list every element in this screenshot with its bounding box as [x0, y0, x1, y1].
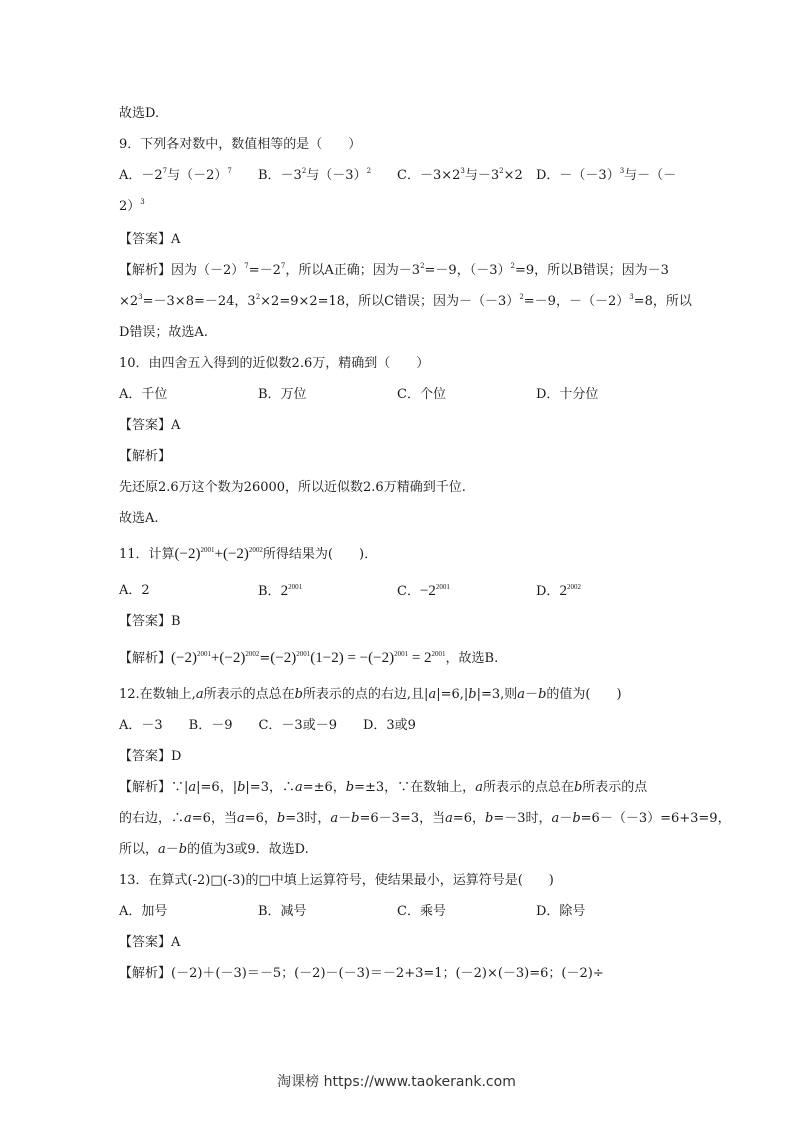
text-line: 故选A. [119, 511, 159, 526]
answer-11: 【答案】B [119, 614, 181, 629]
question-10: 10．由四舍五入得到的近似数2.6万，精确到（ ） [119, 356, 430, 371]
explain-12-line2: 的右边，∴a=6，当a=6，b=3时，a－b=6－3=3，当a=6，b=－3时，a－b=6－（－3）=6+3=9， [119, 811, 731, 826]
answer-9: 【答案】A [119, 232, 181, 247]
explain-12-line1: 【解析】∵|a|=6，|b|=3，∴a=±6，b=±3，∵在数轴上，a所表示的点总在b所表示的点 [119, 780, 648, 795]
question-9-options-cont: 2）$^3$ [119, 198, 145, 214]
answer-10: 【答案】A [119, 418, 181, 433]
explain-10-body: 先还原2.6万这个数为26000，所以近似数2.6万精确到千位. [119, 480, 466, 495]
question-9: 9．下列各对数中，数值相等的是（ ） [119, 137, 362, 152]
answer-13: 【答案】A [119, 935, 181, 950]
explain-12-line3: 所以，a－b的值为3或9．故选D. [119, 842, 309, 857]
question-11: 11．计算$(-2)^{2001}+(-2)^{2002}$所得结果为( )． [119, 546, 378, 562]
explain-11: 【解析】$(-2)^{2001}+(-2)^{2002}=(-2)^{2001}(1-2) = -(-2)^{2001} = 2^{2001}$，故选B. [119, 650, 499, 666]
explain-9-line1: 【解析】因为$(-2)^7=-2^7$，所以A正确；因为$-3^2=-9$，$(-3)^2=9$，所以B错误；因为－3 [119, 262, 669, 278]
answer-12: 【答案】D [119, 749, 182, 764]
question-12-options: A．－3 B．－9 C．－3或－9 D．3或9 [119, 718, 416, 733]
explain-10: 【解析】 [119, 449, 172, 464]
explain-9-line2: $\times 2^3=-3\times 8=-24$，$3^2\times 2=9\times 2=18$，所以C错误；因为$-(-3)^2=-9$，$-(-2)^3=8$，所以 [119, 293, 692, 309]
explain-9-line3: D错误；故选A. [119, 325, 208, 340]
explain-13: 【解析】(－2)＋(－3)＝－5；(－2)－(－3)＝－2+3=1；(－2)×(－3)=6；(－2)÷ [119, 966, 604, 981]
footer-watermark: 淘课榜 https://www.taokerank.com [277, 1074, 516, 1090]
text-line: 故选D. [119, 106, 160, 121]
question-12: 12.在数轴上,a所表示的点总在b所表示的点的右边,且|a|=6,|b|=3,则a－b的值为( ) [119, 687, 622, 702]
question-13: 13．在算式(-2)□(-3)的□中填上运算符号，使结果最小，运算符号是( ) [119, 873, 554, 888]
